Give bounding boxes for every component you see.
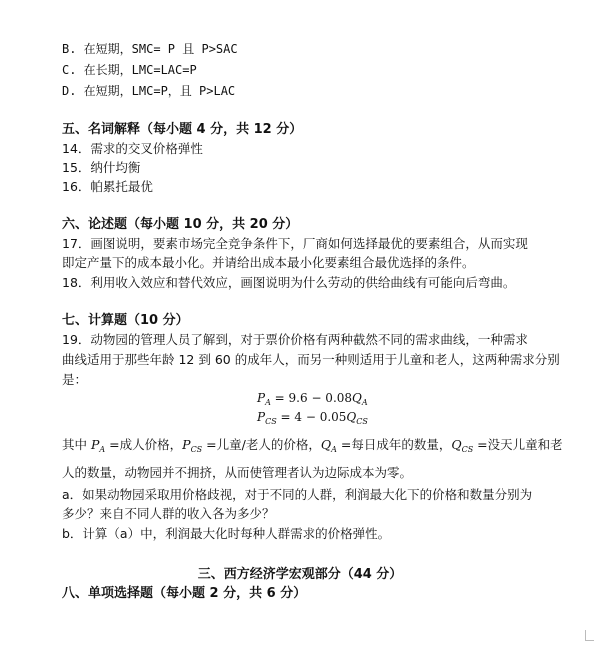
question-19a-line2: 多少？来自不同人群的收入各为多少？ (62, 506, 275, 521)
page-corner-mark (585, 630, 594, 641)
option-c: C. 在长期，LMC=LAC=P (62, 63, 197, 77)
equation-child-senior-demand: $P_{CS} = 4 - 0.05Q_{CS}$ (257, 410, 368, 426)
question-17-line1: 17．画图说明，要素市场完全竞争条件下，厂商如何选择最优的要素组合，从而实现 (62, 236, 528, 251)
variable-definitions-line2: 人的数量，动物园并不拥挤，从而使管理者认为边际成本为零。 (62, 465, 413, 480)
question-19a-line1: a．如果动物园采取用价格歧视，对于不同的人群，利润最大化下的价格和数量分别为 (62, 487, 533, 502)
question-16: 16．帕累托最优 (62, 179, 153, 194)
question-14: 14．需求的交叉价格弹性 (62, 141, 203, 156)
option-d: D. 在短期，LMC=P，且 P>LAC (62, 84, 236, 98)
question-19-line2: 曲线适用于那些年龄 12 到 60 的成年人，而另一种则适用于儿童和老人，这两种需求分别 (62, 352, 560, 367)
section-7-heading: 七、计算题（10 分） (62, 313, 189, 328)
equation-adult-demand: $P_A = 9.6 - 0.08Q_A$ (257, 391, 368, 407)
variable-definitions-line1: 其中 $P_A$ =成人价格，$P_{CS}$ =儿童/老人的价格，$Q_A$ =每日成年的数量，$Q_{CS}$ =没天儿童和老 (62, 437, 563, 454)
section-5-heading: 五、名词解释（每小题 4 分，共 12 分） (62, 122, 303, 137)
question-17-line2: 即定产量下的成本最小化。并请给出成本最小化要素组合最优选择的条件。 (62, 255, 475, 270)
question-18: 18．利用收入效应和替代效应，画图说明为什么劳动的供给曲线有可能向后弯曲。 (62, 275, 516, 290)
question-19b: b．计算（a）中，利润最大化时每种人群需求的价格弹性。 (62, 526, 391, 541)
section-6-heading: 六、论述题（每小题 10 分，共 20 分） (62, 217, 299, 232)
question-19-line3: 是： (62, 372, 88, 387)
section-8-heading: 八、单项选择题（每小题 2 分，共 6 分） (62, 586, 307, 601)
option-b: B. 在短期，SMC= P 且 P>SAC (62, 42, 238, 56)
question-15: 15．纳什均衡 (62, 160, 141, 175)
part-3-heading: 三、西方经济学宏观部分（44 分） (197, 567, 403, 582)
question-19-line1: 19．动物园的管理人员了解到，对于票价价格有两种截然不同的需求曲线，一种需求 (62, 332, 528, 347)
